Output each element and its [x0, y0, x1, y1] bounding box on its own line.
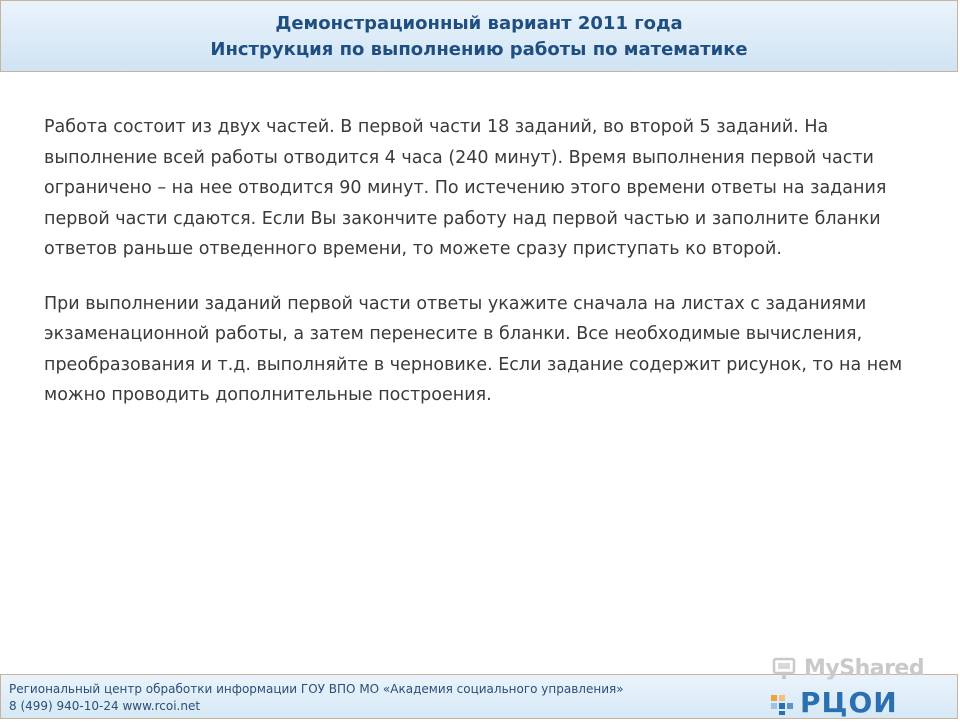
page-title: Демонстрационный вариант 2011 года	[275, 13, 683, 34]
projector-icon	[772, 656, 798, 682]
instruction-text	[44, 112, 944, 435]
myshared-logo	[764, 654, 924, 688]
slide-header	[0, 0, 958, 72]
footer-org: Региональный центр обработки информации ГОУ ВПО МО «Академия социального управления»	[9, 682, 624, 696]
paragraph-2: При выполнении заданий первой части ответы укажите сначала на листах с заданиями экзаменационной работы, а затем перенесите в бланки. Все необходимые вычисления, преобразования и т.д. выполняйте в черновике. Если задание содержит рисунок, то на нем можно проводить дополнительные построения.	[44, 293, 903, 405]
rcoi-label: РЦОИ	[800, 686, 898, 719]
page-subtitle: Инструкция по выполнению работы по математике	[210, 39, 748, 60]
rcoi-cube-icon	[770, 692, 796, 716]
rcoi-logo	[764, 688, 924, 720]
footer-contacts: 8 (499) 940-10-24 www.rcoi.net	[9, 699, 201, 713]
myshared-label: MyShared	[804, 656, 925, 681]
logo-area	[764, 652, 924, 722]
paragraph-1: Работа состоит из двух частей. В первой части 18 заданий, во второй 5 заданий. На выполнение всей работы отводится 4 часа (240 минут). Время выполнения первой части ограничено – на нее отводится 90 минут. По истечению этого времени ответы на задания первой части сдаются. Если Вы закончите работу над первой частью и заполните бланки ответов раньше отведенного времени, то можете сразу приступать ко второй.	[44, 117, 887, 259]
